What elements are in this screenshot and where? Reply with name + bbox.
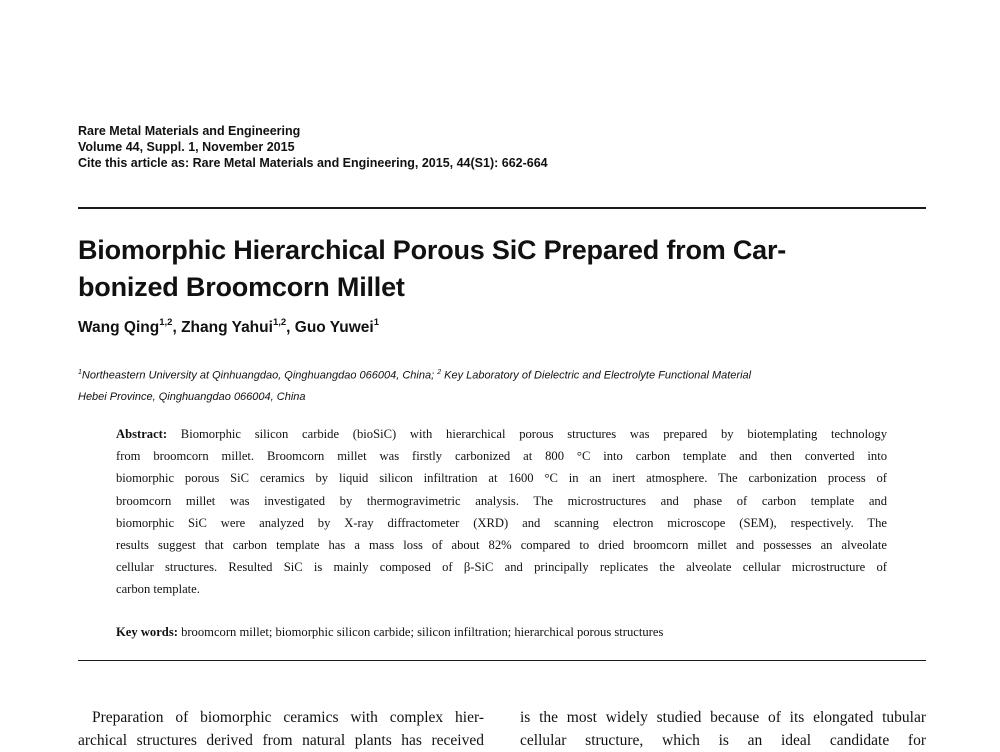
author-name: Guo Yuwei xyxy=(294,319,374,337)
body-column-right xyxy=(520,706,926,752)
title-line-1: Biomorphic Hierarchical Porous SiC Prepared from Car- xyxy=(78,235,787,265)
affiliation-2: Key Laboratory of Dielectric and Electrolyte Functional Material xyxy=(441,369,752,382)
journal-header xyxy=(78,123,548,171)
body-line: is the most widely studied because of its elongated tubular xyxy=(520,709,926,726)
journal-issue: Volume 44, Suppl. 1, November 2015 xyxy=(78,140,295,154)
abstract xyxy=(116,423,887,601)
body-line: cellular structure, which is an ideal candidate for xyxy=(520,732,926,749)
title-line-2: bonized Broomcorn Millet xyxy=(78,272,405,302)
abstract-line: from broomcorn millet. Broomcorn millet was firstly carbonized at 800 °C into carbon template and then converted into xyxy=(116,449,887,464)
author-name: Zhang Yahui xyxy=(181,319,273,337)
abstract-line: cellular structures. Resulted SiC is mainly composed of β-SiC and principally replicates the alveolate cellular microstructure of xyxy=(116,560,887,575)
affiliation-1: Northeastern University at Qinhuangdao, Qinghuangdao 066004, China; xyxy=(81,369,438,382)
abstract-line: biomorphic SiC were analyzed by X-ray diffractometer (XRD) and scanning electron microscope (SEM), respectively. The xyxy=(116,515,887,530)
author-separator: , xyxy=(172,319,182,337)
abstract-divider xyxy=(78,660,926,661)
affiliation-line-2: Hebei Province, Qinghuangdao 066004, China xyxy=(78,390,306,403)
abstract-line: carbon template. xyxy=(116,582,200,597)
paper-title xyxy=(78,232,926,306)
affiliation-mark-2: 2 xyxy=(437,369,442,376)
author-name: Wang Qing xyxy=(78,319,160,337)
abstract-line: results suggest that carbon template has a mass loss of about 82% compared to dried broomcorn millet and possesses an alveolate xyxy=(116,538,887,553)
journal-citation: Cite this article as: Rare Metal Materials and Engineering, 2015, 44(S1): 662-664 xyxy=(78,156,548,170)
author-list xyxy=(78,318,379,337)
affiliation-line-1 xyxy=(78,362,938,387)
keywords xyxy=(116,625,663,640)
body-line: archical structures derived from natural plants has received xyxy=(78,732,484,749)
affiliation-mark-1: 1 xyxy=(78,369,82,376)
abstract-line: biomorphic porous SiC ceramics by liquid silicon infiltration at 1600 °C in an inert atmosphere. The carbonization process of xyxy=(116,471,887,486)
abstract-line: broomcorn millet was investigated by thermogravimetric analysis. The microstructures and phase of carbon template and xyxy=(116,493,887,508)
author-separator: , xyxy=(286,319,295,337)
keywords-label: Key words: xyxy=(116,625,178,639)
author-affiliation-mark: 1,2 xyxy=(272,317,287,328)
header-divider xyxy=(78,207,926,209)
abstract-label: Abstract: xyxy=(116,427,168,441)
journal-name: Rare Metal Materials and Engineering xyxy=(78,124,301,138)
abstract-text: Biomorphic silicon carbide (bioSiC) with hierarchical porous structures was prepared by biotemplating technology xyxy=(167,427,887,441)
author-affiliation-mark: 1,2 xyxy=(159,317,173,328)
author-affiliation-mark: 1 xyxy=(373,317,380,328)
keywords-text: broomcorn millet; biomorphic silicon carbide; silicon infiltration; hierarchical porous structures xyxy=(177,625,664,639)
body-column-left xyxy=(78,706,484,752)
affiliations xyxy=(78,362,938,408)
body-line: Preparation of biomorphic ceramics with complex hier- xyxy=(92,709,484,726)
abstract-line xyxy=(116,423,887,445)
